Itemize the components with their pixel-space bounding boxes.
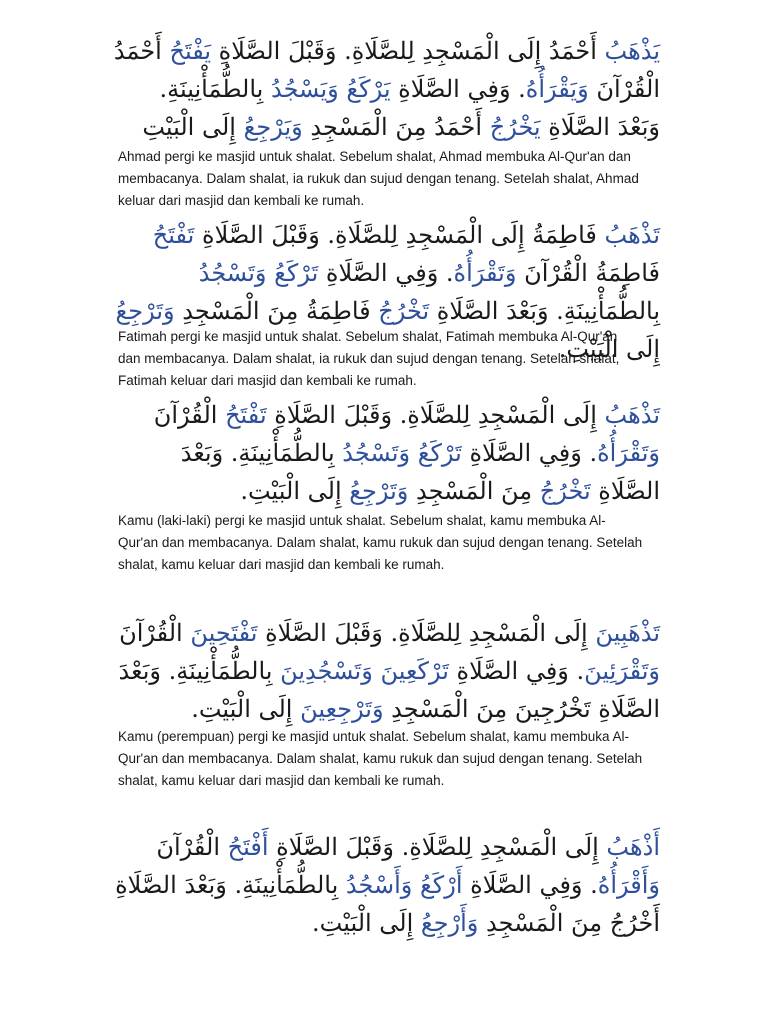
verb-highlight: وَيَسْجُدُ bbox=[270, 75, 339, 103]
verb-highlight: وَتَرْجِعُ bbox=[115, 297, 175, 325]
arabic-paragraph bbox=[112, 828, 660, 942]
arabic-paragraph bbox=[112, 614, 660, 728]
arabic-text: إِلَى الْبَيْتِ. bbox=[240, 477, 350, 505]
verb-highlight: أَرْكَعُ bbox=[420, 871, 463, 899]
verb-highlight: تَذْهَبُ bbox=[604, 221, 660, 249]
verb-highlight: تَذْهَبِينَ bbox=[595, 619, 660, 647]
arabic-text: فَاطِمَةُ مِنَ الْمَسْجِدِ bbox=[174, 297, 379, 325]
arabic-text: الْقُرْآنَ bbox=[153, 401, 226, 429]
arabic-text: بِالطُّمَأْنِينَةِ. وَبَعْدَ الصَّلَاةِ أَخْرُجُ مِنَ الْمَسْجِدِ bbox=[115, 871, 660, 937]
verb-highlight: يَفْتَحُ bbox=[169, 37, 212, 65]
verb-highlight: وَتَرْجِعِينَ bbox=[300, 695, 384, 723]
verb-highlight: وَأَرْجِعُ bbox=[420, 909, 479, 937]
arabic-text: أَحْمَدُ مِنَ الْمَسْجِدِ bbox=[302, 113, 490, 141]
arabic-text: إِلَى الْبَيْتِ. bbox=[312, 909, 421, 937]
verb-highlight: أَفْتَحُ bbox=[227, 833, 269, 861]
translation-paragraph: Ahmad pergi ke masjid untuk shalat. Sebelum shalat, Ahmad membuka Al-Qur'an dan membacanya. Dalam shalat, ia rukuk dan sujud dengan tenang. Setelah shalat, Ahmad keluar dari masjid dan kembali ke rumah. bbox=[118, 149, 639, 208]
verb-highlight: يَرْكَعُ bbox=[346, 75, 391, 103]
arabic-text: . وَفِي الصَّلَاةِ bbox=[448, 657, 585, 685]
arabic-text: مِنَ الْمَسْجِدِ bbox=[408, 477, 540, 505]
arabic-text: بِالطُّمَأْنِينَةِ. وَبَعْدَ الصَّلَاةِ bbox=[429, 297, 660, 325]
verb-highlight: وَتَقْرَئِينَ bbox=[584, 657, 660, 685]
verb-highlight: تَرْكَعُ bbox=[417, 439, 462, 467]
verb-highlight: تَرْكَعُ bbox=[274, 259, 319, 287]
verb-highlight: وَتَسْجُدِينَ bbox=[280, 657, 373, 685]
arabic-text: بِالطُّمَأْنِينَةِ. وَبَعْدَ الصَّلَاةِ bbox=[159, 75, 660, 141]
arabic-text bbox=[412, 871, 420, 899]
arabic-text bbox=[267, 259, 275, 287]
arabic-text: إِلَى الْمَسْجِدِ لِلصَّلَاةِ. وَقَبْلَ الصَّلَاةِ bbox=[268, 833, 607, 861]
verb-highlight: تَرْكَعِينَ bbox=[380, 657, 449, 685]
verb-highlight: وَيَرْجِعُ bbox=[243, 113, 303, 141]
arabic-text: أَحْمَدُ إِلَى الْمَسْجِدِ لِلصَّلَاةِ. وَقَبْلَ الصَّلَاةِ bbox=[211, 37, 605, 65]
arabic-text: إِلَى الْبَيْتِ. bbox=[558, 335, 660, 363]
verb-highlight: وَتَرْجِعُ bbox=[349, 477, 409, 505]
verb-highlight: يَذْهَبُ bbox=[604, 37, 660, 65]
arabic-text: إِلَى الْمَسْجِدِ لِلصَّلَاةِ. وَقَبْلَ الصَّلَاةِ bbox=[257, 619, 596, 647]
arabic-paragraph bbox=[112, 396, 660, 510]
verb-highlight: أَذْهَبُ bbox=[606, 833, 660, 861]
verb-highlight: وَتَسْجُدُ bbox=[342, 439, 411, 467]
translation-paragraph: Kamu (laki-laki) pergi ke masjid untuk shalat. Sebelum shalat, kamu membuka Al-Qur'an dan membacanya. Dalam shalat, kamu rukuk dan sujud dengan tenang. Setelah shalat, kamu keluar dari masjid dan kembali ke rumah. bbox=[118, 513, 643, 572]
verb-highlight: وَتَقْرَأُهُ bbox=[597, 439, 660, 467]
verb-highlight: وَيَقْرَأُهُ bbox=[525, 75, 589, 103]
arabic-text: إِلَى الْبَيْتِ bbox=[142, 113, 244, 141]
verb-highlight: وَتَقْرَأُهُ bbox=[453, 259, 517, 287]
arabic-paragraph bbox=[112, 32, 660, 146]
verb-highlight: وَتَسْجُدُ bbox=[198, 259, 267, 287]
arabic-text: الْقُرْآنَ bbox=[156, 833, 228, 861]
arabic-text: فَاطِمَةُ إِلَى الْمَسْجِدِ لِلصَّلَاةِ. وَقَبْلَ الصَّلَاةِ bbox=[194, 221, 605, 249]
arabic-text: بِالطُّمَأْنِينَةِ. وَبَعْدَ الصَّلَاةِ bbox=[180, 439, 660, 505]
arabic-text: إِلَى الْبَيْتِ. bbox=[191, 695, 301, 723]
arabic-text bbox=[410, 439, 418, 467]
verb-highlight: تَذْهَبُ bbox=[604, 401, 660, 429]
arabic-text: إِلَى الْمَسْجِدِ لِلصَّلَاةِ. وَقَبْلَ الصَّلَاةِ bbox=[266, 401, 605, 429]
verb-highlight: تَخْرُجُ bbox=[539, 477, 591, 505]
arabic-text: أَحْمَدُ الْقُرْآنَ bbox=[113, 37, 660, 103]
arabic-text: . وَفِي الصَّلَاةِ bbox=[462, 871, 598, 899]
translation-paragraph: Fatimah pergi ke masjid untuk shalat. Sebelum shalat, Fatimah membuka Al-Qur'an dan membacanya. Dalam shalat, ia rukuk dan sujud dengan tenang. Setelah shalat, Fatimah keluar dari masjid dan kembali ke rumah. bbox=[118, 329, 620, 388]
translation-paragraph: Kamu (perempuan) pergi ke masjid untuk shalat. Sebelum shalat, kamu membuka Al-Qur'an dan membacanya. Dalam shalat, kamu rukuk dan sujud dengan tenang. Setelah shalat, kamu keluar dari masjid dan kembali ke rumah. bbox=[118, 729, 643, 788]
verb-highlight: تَفْتَحِينَ bbox=[190, 619, 258, 647]
arabic-text: الْقُرْآنَ bbox=[119, 619, 191, 647]
arabic-text: . وَفِي الصَّلَاةِ bbox=[390, 75, 526, 103]
verb-highlight: تَخْرُجُ bbox=[378, 297, 430, 325]
verb-highlight: وَأَقْرَأُهُ bbox=[597, 871, 660, 899]
arabic-text: . وَفِي الصَّلَاةِ bbox=[318, 259, 454, 287]
arabic-text: . وَفِي الصَّلَاةِ bbox=[461, 439, 598, 467]
arabic-text: فَاطِمَةُ الْقُرْآنَ bbox=[516, 259, 660, 287]
verb-highlight: تَفْتَحُ bbox=[152, 221, 195, 249]
verb-highlight: تَفْتَحُ bbox=[225, 401, 267, 429]
verb-highlight: يَخْرُجُ bbox=[489, 113, 541, 141]
arabic-text: بِالطُّمَأْنِينَةِ. وَبَعْدَ الصَّلَاةِ تَخْرُجِينَ مِنَ الْمَسْجِدِ bbox=[118, 657, 660, 723]
verb-highlight: وَأَسْجُدُ bbox=[345, 871, 413, 899]
